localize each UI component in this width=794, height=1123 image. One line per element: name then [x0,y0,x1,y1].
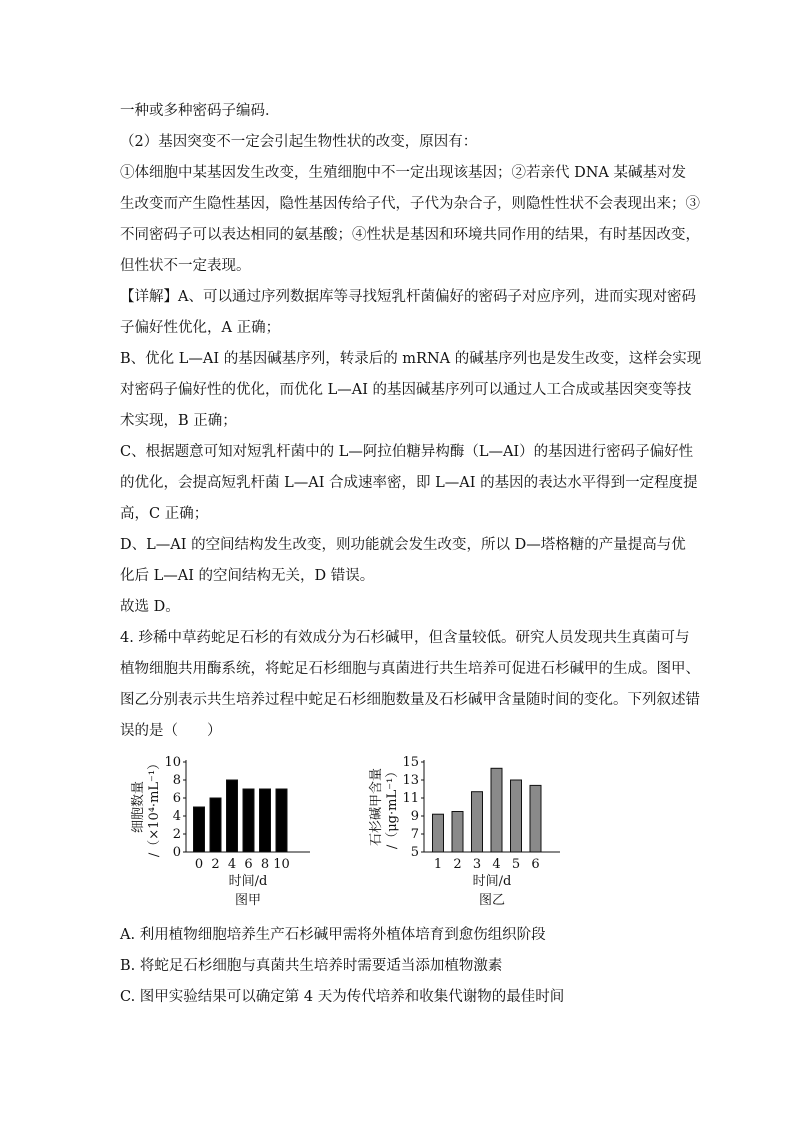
text-line: 高，C 正确； [120,506,209,522]
question-stem-line: 误的是（ ） [120,723,222,739]
bar-chart-cell-count [120,752,325,917]
text-line: 子偏好性优化，A 正确； [120,320,281,336]
text-line: 对密码子偏好性的优化，而优化 L—AI 的基因碱基序列可以通过人工合成或基因突变等技 [120,382,692,398]
x-tick-label: 2 [453,857,462,872]
bar [194,807,205,852]
bar [227,780,238,852]
bar [452,812,463,853]
text-line: 一种或多种密码子编码． [120,103,280,119]
y-axis-label [130,757,162,857]
question-stem-line: 植物细胞共用酶系统，将蛇足石杉细胞与真菌进行共生培养可促进石杉碱甲的生成。图甲、 [120,661,700,677]
bar [511,780,522,852]
x-tick-label: 5 [511,857,521,872]
y-tick-label: 5 [410,845,419,860]
bar-chart-huperzine-content [360,752,575,917]
text-line: 故选 D。 [120,599,180,615]
x-tick-label: 2 [211,857,220,872]
text-line: C、根据题意可知对短乳杆菌中的 L—阿拉伯糖异构酶（L—AI）的基因进行密码子偏好性 [120,444,694,460]
option-a: A. 利用植物细胞培养生产石杉碱甲需将外植体培育到愈伤组织阶段 [120,927,546,943]
y-axis-label-line1: 石杉碱甲含量 [369,767,384,847]
bar [530,785,541,852]
x-tick-label: 8 [260,857,270,872]
bar [243,789,254,852]
chart-caption: 图乙 [478,893,506,908]
y-tick-label: 0 [172,845,181,860]
bar [491,768,502,852]
bar [276,789,287,852]
y-tick-label: 11 [402,791,419,806]
text-line: B、优化 L—AI 的基因碱基序列，转录后的 mRNA 的碱基序列也是发生改变，这样会实现 [120,351,702,367]
question-stem-line: 4. 珍稀中草药蛇足石杉的有效成分为石杉碱甲，但含量较低。研究人员发现共生真菌可与 [120,630,690,646]
x-axis-label: 时间/d [228,874,268,889]
bar [472,792,483,852]
text-line: 生改变而产生隐性基因，隐性基因传给子代，子代为杂合子，则隐性性状不会表现出来；③ [120,196,700,212]
text-line: 但性状不一定表现。 [120,258,251,274]
text-line: 【详解】A、可以通过序列数据库等寻找短乳杆菌偏好的密码子对应序列，进而实现对密码 [120,289,696,305]
y-axis-label-line2: /（×10⁴·mL⁻¹） [147,756,162,858]
x-tick-label: 4 [227,857,237,872]
text-line: D、L—AI 的空间结构发生改变，则功能就会发生改变，所以 D—塔格糖的产量提高与优 [120,537,686,553]
text-line: 不同密码子可以表达相同的氨基酸；④性状是基因和环境共同作用的结果，有时基因改变， [120,227,700,243]
y-axis-label-line1: 细胞数量 [131,780,146,834]
y-tick-label: 2 [172,827,181,842]
y-tick-label: 15 [402,755,419,770]
x-tick-label: 4 [492,857,501,872]
y-tick-label: 13 [402,773,419,788]
y-tick-label: 6 [172,791,181,806]
y-tick-label: 8 [172,773,181,788]
x-tick-label: 0 [194,857,204,872]
x-tick-label: 10 [273,857,290,872]
x-tick-label: 3 [472,857,482,872]
bar [433,814,444,852]
question-stem-line: 图乙分别表示共生培养过程中蛇足石杉细胞数量及石杉碱甲含量随时间的变化。下列叙述错 [120,692,700,708]
y-axis-label-line2: /（μg·mL⁻¹） [385,764,400,850]
x-tick-label: 1 [433,857,443,872]
x-tick-label: 6 [244,857,253,872]
y-tick-label: 10 [164,755,181,770]
text-line: 化后 L—AI 的空间结构无关，D 错误。 [120,568,375,584]
bar [260,789,271,852]
text-line: （2）基因突变不一定会引起生物性状的改变，原因有： [120,134,478,150]
y-tick-label: 9 [410,809,419,824]
option-b: B. 将蛇足石杉细胞与真菌共生培养时需要适当添加植物激素 [120,958,503,974]
chart-caption: 图甲 [234,893,262,908]
text-line: 术实现，B 正确； [120,413,237,429]
text-line: 的优化，会提高短乳杆菌 L—AI 合成速率密，即 L—AI 的基因的表达水平得到一定程度提 [120,475,698,491]
y-axis-label [368,765,400,849]
y-tick-label: 4 [172,809,181,824]
text-line: ①体细胞中某基因发生改变，生殖细胞中不一定出现该基因；②若亲代 DNA 某碱基对发 [120,165,686,181]
bar [210,798,221,852]
y-tick-label: 7 [410,827,419,842]
option-c: C. 图甲实验结果可以确定第 4 天为传代培养和收集代谢物的最佳时间 [120,989,565,1005]
x-tick-label: 6 [531,857,540,872]
x-axis-label: 时间/d [472,874,512,889]
